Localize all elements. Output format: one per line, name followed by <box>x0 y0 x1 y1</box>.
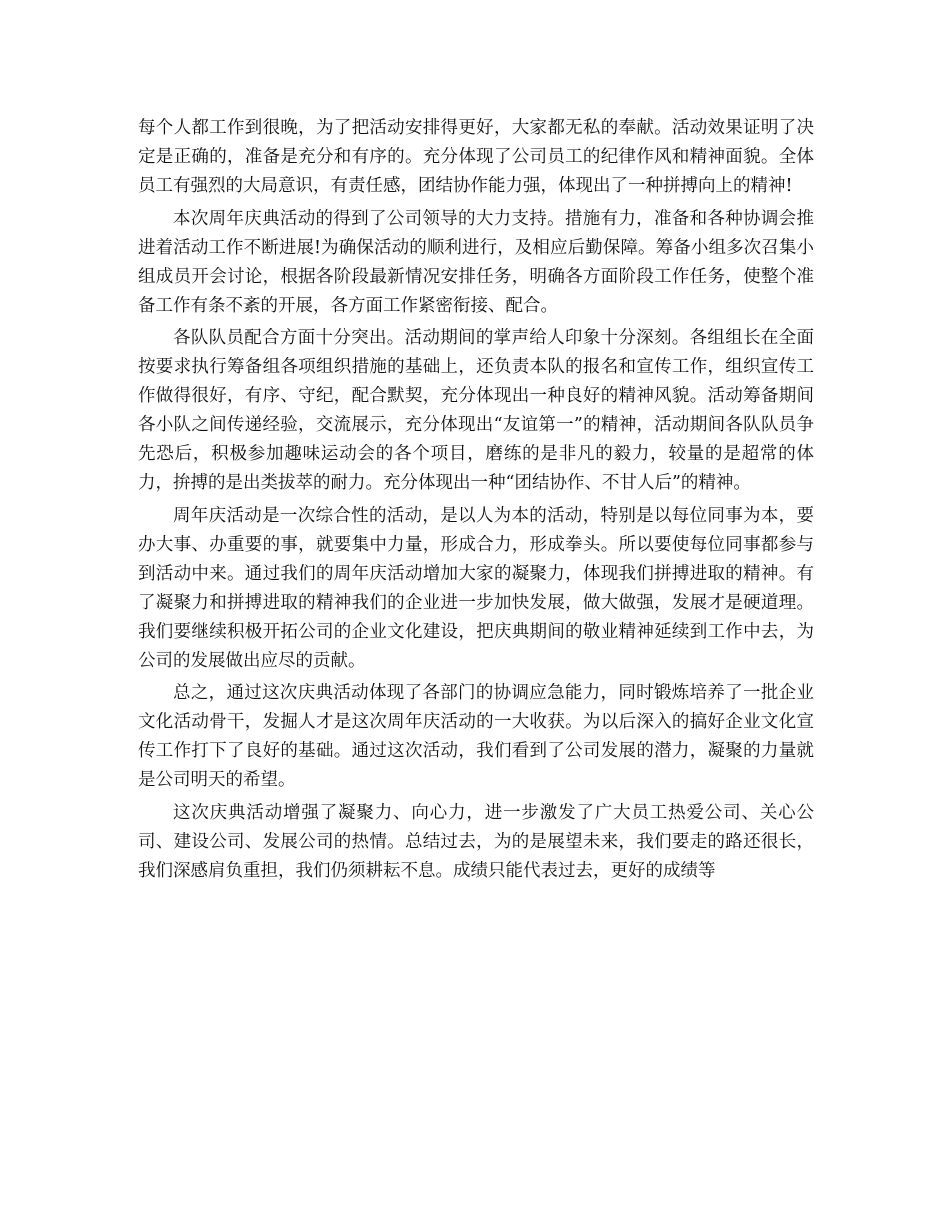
paragraph-1: 每个人都工作到很晚，为了把活动安排得更好，大家都无私的奉献。活动效果证明了决定是正确的，准备是充分和有序的。充分体现了公司员工的纪律作风和精神面貌。全体员工有强烈的大局意识，有责任感，团结协作能力强，体现出了一种拼搏向上的精神! <box>138 118 814 196</box>
paragraph-3: 各队队员配合方面十分突出。活动期间的掌声给人印象十分深刻。各组组长在全面按要求执行筹备组各项组织措施的基础上，还负责本队的报名和宣传工作，组织宣传工作做得很好，有序、守纪，配合默契，充分体现出一种良好的精神风貌。活动筹备期间各小队之间传递经验，交流展示，充分体现出“友谊第一”的精神，活动期间各队队员争先恐后，积极参加趣味运动会的各个项目，磨练的是非凡的毅力，较量的是超常的体力，拚搏的是出类拔萃的耐力。充分体现出一种“团结协作、不甘人后”的精神。 <box>138 328 814 493</box>
paragraph-4: 周年庆活动是一次综合性的活动，是以人为本的活动，特别是以每位同事为本，要办大事、办重要的事，就要集中力量，形成合力，形成拳头。所以要使每位同事都参与到活动中来。通过我们的周年庆活动增加大家的凝聚力，体现我们拼搏进取的精神。有了凝聚力和拼搏进取的精神我们的企业进一步加快发展，做大做强，发展才是硬道理。我们要继续积极开拓公司的企业文化建设，把庆典期间的敬业精神延续到工作中去，为公司的发展做出应尽的贡献。 <box>138 505 814 671</box>
paragraph-5: 总之，通过这次庆典活动体现了各部门的协调应急能力，同时锻炼培养了一批企业文化活动骨干，发掘人才是这次周年庆活动的一大收获。为以后深入的搞好企业文化宣传工作打下了良好的基础。通过这次活动，我们看到了公司发展的潜力，凝聚的力量就是公司明天的希望。 <box>138 683 814 790</box>
document-body <box>138 114 814 886</box>
paragraph-6: 这次庆典活动增强了凝聚力、向心力，进一步激发了广大员工热爱公司、关心公司、建设公司、发展公司的热情。总结过去，为的是展望未来，我们要走的路还很长，我们深感肩负重担，我们仍须耕耘不息。成绩只能代表过去，更好的成绩等 <box>138 802 814 881</box>
paragraph-2: 本次周年庆典活动的得到了公司领导的大力支持。措施有力，准备和各种协调会推进着活动工作不断进展!为确保活动的顺利进行，及相应后勤保障。筹备小组多次召集小组成员开会讨论，根据各阶段最新情况安排任务，明确各方面阶段工作任务，使整个准备工作有条不紊的开展，各方面工作紧密衔接、配合。 <box>138 208 814 316</box>
